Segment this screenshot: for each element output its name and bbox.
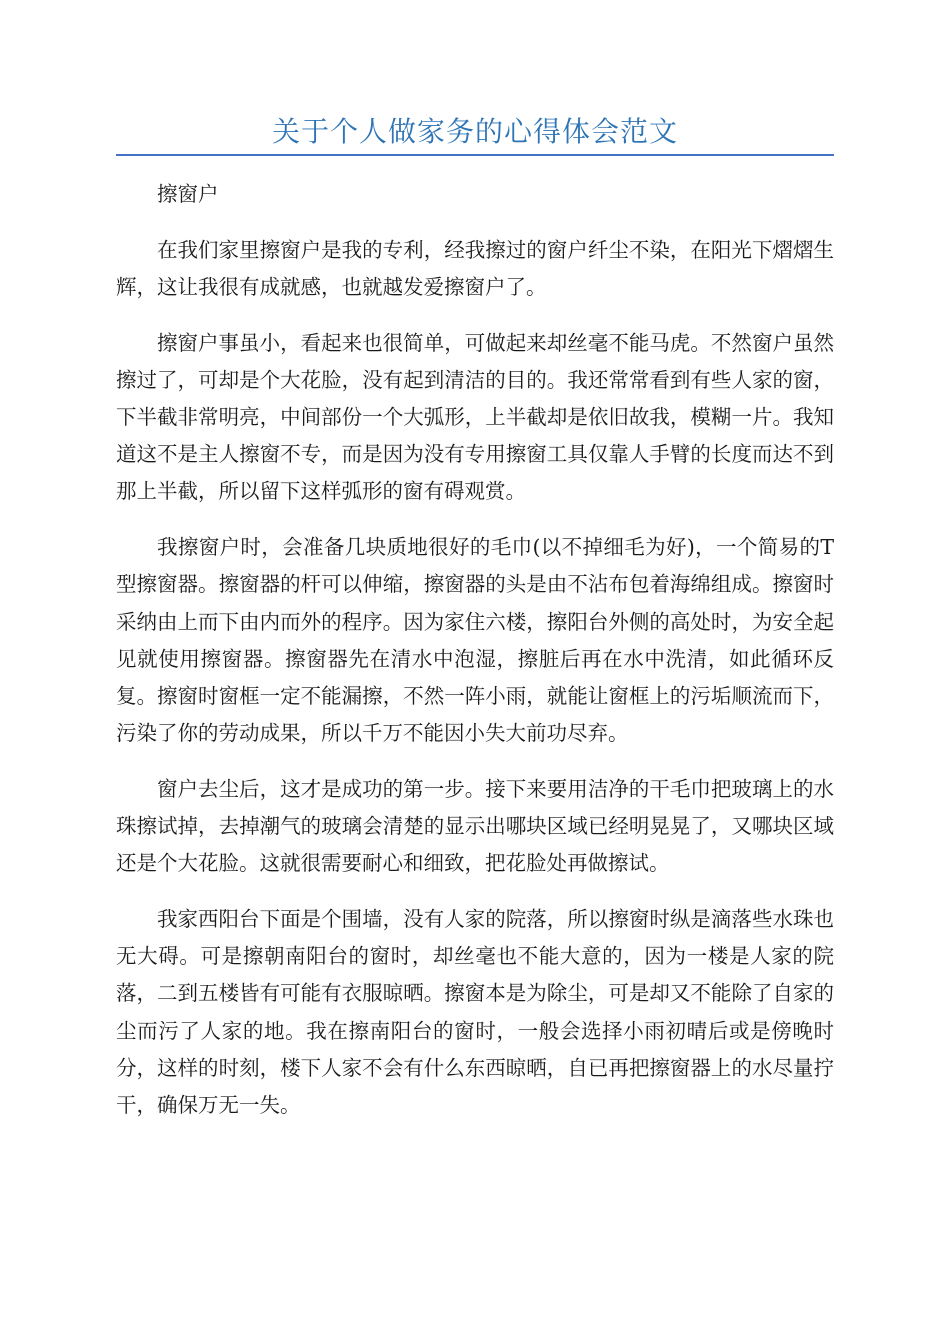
title-underline: [116, 154, 834, 156]
document-body: [116, 176, 834, 1143]
paragraph: 窗户去尘后，这才是成功的第一步。接下来要用洁净的干毛巾把玻璃上的水珠擦试掉，去掉潮气的玻璃会清楚的显示出哪块区域已经明晃晃了，又哪块区域还是个大花脸。这就很需要耐心和细致，把花脸处再做擦试。: [116, 776, 834, 876]
paragraph: 在我们家里擦窗户是我的专利，经我擦过的窗户纤尘不染，在阳光下熠熠生辉，这让我很有成就感，也就越发爱擦窗户了。: [116, 237, 834, 299]
paragraph: 我擦窗户时，会准备几块质地很好的毛巾(以不掉细毛为好)，一个简易的T型擦窗器。擦窗器的杆可以伸缩，擦窗器的头是由不沾布包着海绵组成。擦窗时采纳由上而下由内而外的程序。因为家住六楼，擦阳台外侧的高处时，为安全起见就使用擦窗器。擦窗器先在清水中泡湿，擦脏后再在水中洗清，如此循环反复。擦窗时窗框一定不能漏擦，不然一阵小雨，就能让窗框上的污垢顺流而下，污染了你的劳动成果，所以千万不能因小失大前功尽弃。: [116, 535, 834, 746]
paragraph-heading: 擦窗户: [157, 182, 219, 206]
document-title: 关于个人做家务的心得体会范文: [271, 115, 678, 148]
paragraph: 擦窗户事虽小，看起来也很简单，可做起来却丝毫不能马虎。不然窗户虽然擦过了，可却是个大花脸，没有起到清洁的目的。我还常常看到有些人家的窗，下半截非常明亮，中间部份一个大弧形，上半截却是依旧故我，模糊一片。我知道这不是主人擦窗不专，而是因为没有专用擦窗工具仅靠人手臂的长度而达不到那上半截，所以留下这样弧形的窗有碍观赏。: [116, 330, 834, 504]
paragraph: 我家西阳台下面是个围墙，没有人家的院落，所以擦窗时纵是滴落些水珠也无大碍。可是擦朝南阳台的窗时，却丝毫也不能大意的，因为一楼是人家的院落，二到五楼皆有可能有衣服晾晒。擦窗本是为除尘，可是却又不能除了自家的尘而污了人家的地。我在擦南阳台的窗时，一般会选择小雨初晴后或是傍晚时分，这样的时刻，楼下人家不会有什么东西晾晒，自已再把擦窗器上的水尽量拧干，确保万无一失。: [116, 906, 834, 1117]
